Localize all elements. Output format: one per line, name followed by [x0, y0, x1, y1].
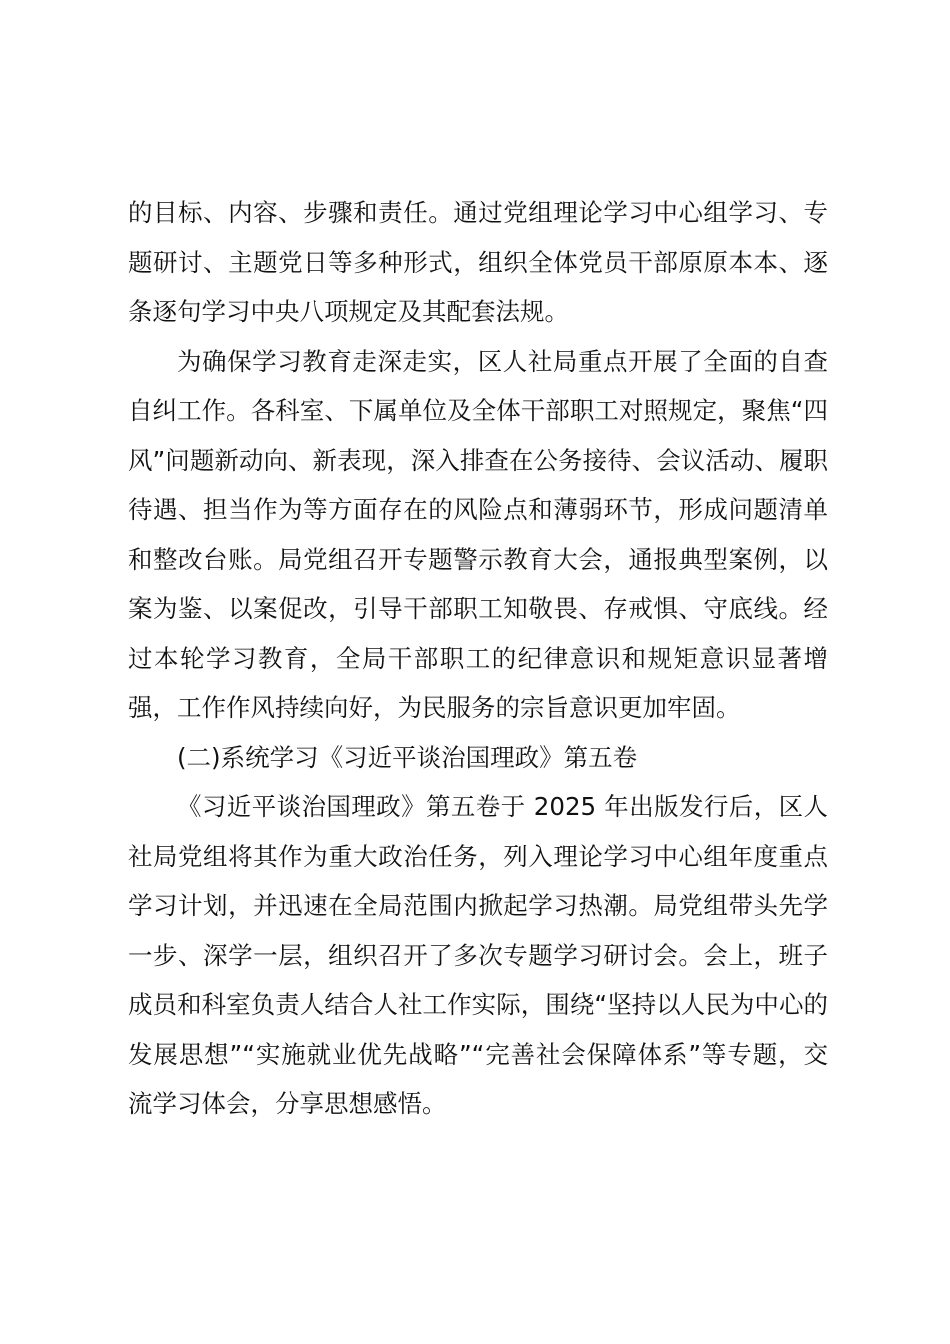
paragraph-volume-five-study: 《习近平谈治国理政》第五卷于 2025 年出版发行后，区人社局党组将其作为重大政治任务，列入理论学习中心组年度重点学习计划，并迅速在全局范围内掀起学习热潮。局党组带头先学一步、深学一层，组织召开了多次专题学习研讨会。会上，班子成员和科室负责人结合人社工作实际，围绕“坚持以人民为中心的发展思想”“实施就业优先战略”“完善社会保障体系”等专题，交流学习体会，分享思想感悟。 — [128, 792, 828, 1118]
document-body — [128, 188, 828, 1129]
paragraph-continued-goals: 的目标、内容、步骤和责任。通过党组理论学习中心组学习、专题研讨、主题党日等多种形式，组织全体党员干部原原本本、逐条逐句学习中央八项规定及其配套法规。 — [128, 198, 828, 326]
paragraph-self-inspection: 为确保学习教育走深走实，区人社局重点开展了全面的自查自纠工作。各科室、下属单位及全体干部职工对照规定，聚焦“四风”问题新动向、新表现，深入排查在公务接待、会议活动、履职待遇、担当作为等方面存在的风险点和薄弱环节，形成问题清单和整改台账。局党组召开专题警示教育大会，通报典型案例，以案为鉴、以案促改，引导干部职工知敬畏、存戒惧、守底线。经过本轮学习教育，全局干部职工的纪律意识和规矩意识显著增强，工作作风持续向好，为民服务的宗旨意识更加牢固。 — [128, 346, 828, 722]
section-heading-study-volume-five: (二)系统学习《习近平谈治国理政》第五卷 — [177, 742, 638, 772]
